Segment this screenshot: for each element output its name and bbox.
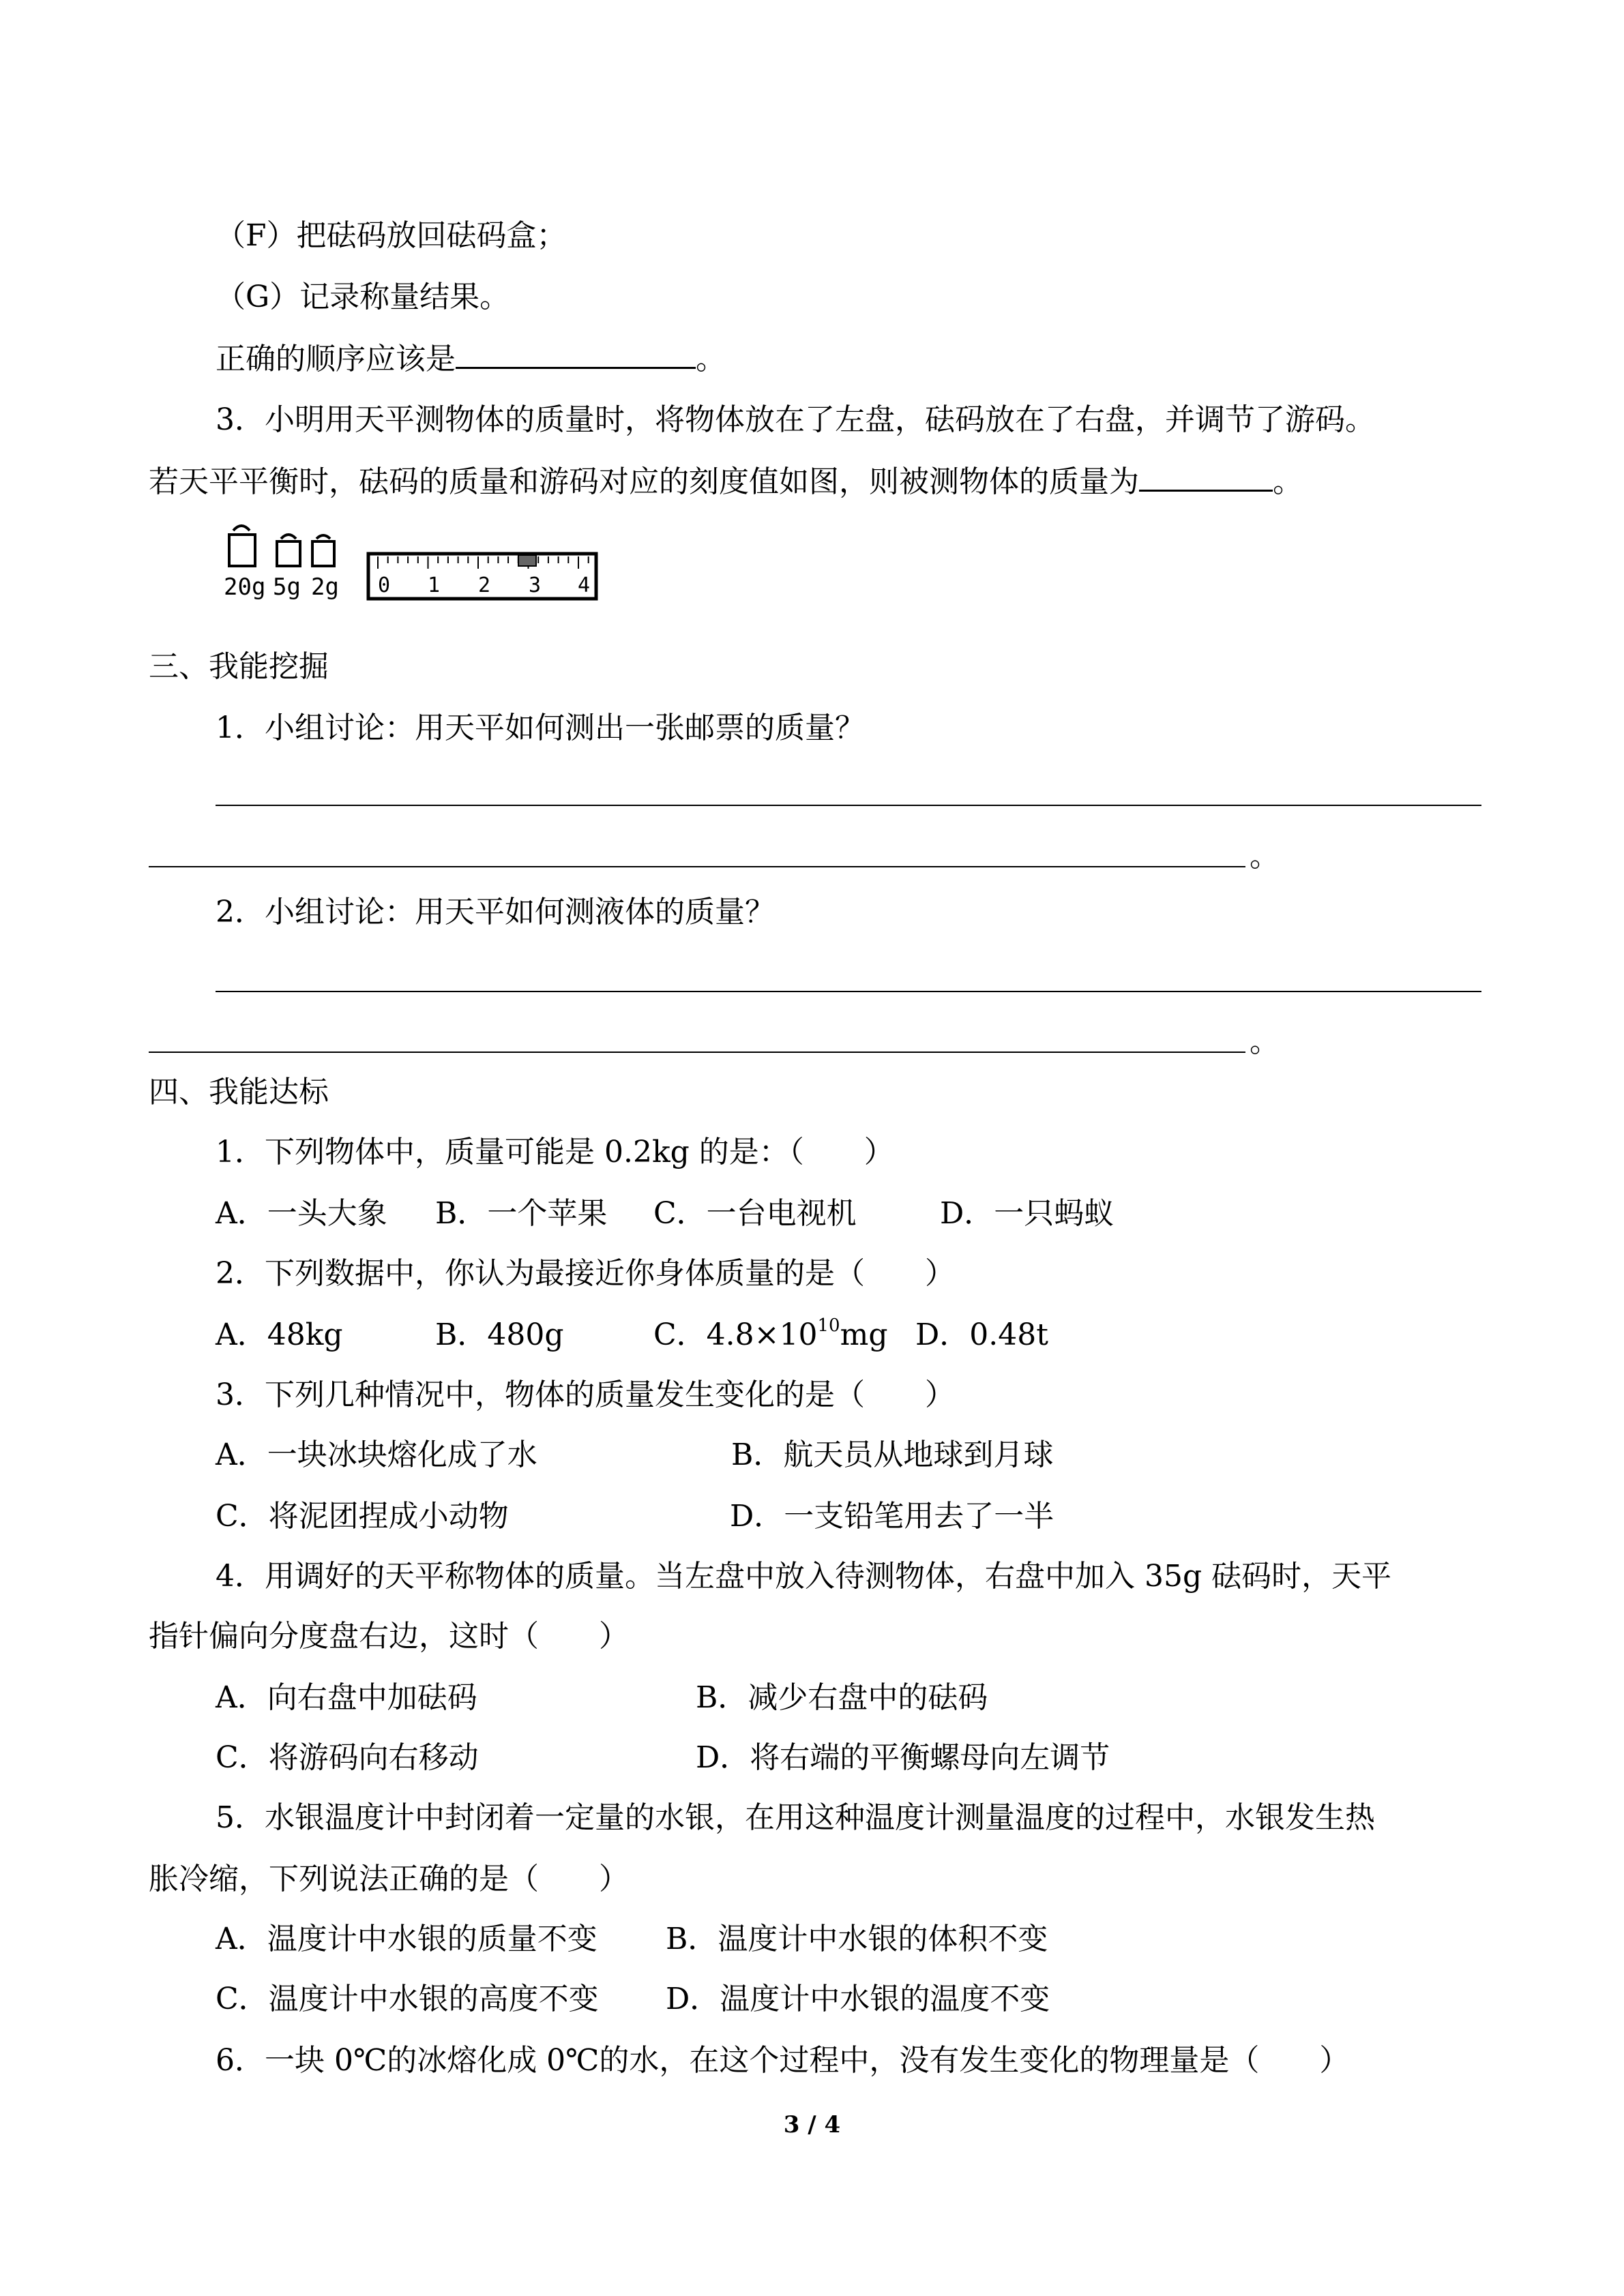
- sec4-q2-option-d: D．0.48t: [915, 1317, 1048, 1352]
- section-3-heading: 三、我能挖掘: [149, 649, 329, 684]
- sec4-q2-option-a: A．48kg: [216, 1317, 343, 1352]
- sec4-q3-option-a: A．一块冰块熔化成了水: [216, 1437, 537, 1472]
- scale-tick-label: 4: [578, 573, 591, 597]
- sec4-q2-option-b: B．480g: [435, 1317, 564, 1352]
- q2-c-exponent: 10: [817, 1315, 840, 1337]
- answer-line[interactable]: [149, 866, 1245, 867]
- sec4-q4-line1: 4．用调好的天平称物体的质量。当左盘中放入待测物体，右盘中加入 35g 砝码时，天平: [216, 1559, 1392, 1594]
- sec4-q3-option-b: B．航天员从地球到月球: [731, 1437, 1054, 1472]
- rider-scale: [368, 554, 596, 599]
- weight-label: 2g: [311, 573, 339, 601]
- sec4-q1-option-a: A．一头大象: [216, 1196, 387, 1231]
- order-suffix: 。: [696, 342, 726, 376]
- order-line: [216, 340, 726, 378]
- sec4-q1: 1．下列物体中，质量可能是 0.2kg 的是：（ ）: [216, 1135, 894, 1169]
- sec3-q2: 2．小组讨论：用天平如何测液体的质量？: [216, 895, 775, 929]
- sec4-q3-option-d: D．一支铅笔用去了一半: [730, 1499, 1054, 1534]
- rider-marker: [518, 555, 536, 566]
- scale-tick-label: 0: [378, 573, 391, 597]
- sec4-q2: 2．下列数据中，你认为最接近你身体质量的是（ ）: [216, 1256, 955, 1291]
- q3-line2-suffix: 。: [1273, 464, 1303, 499]
- weight-label: 20g: [224, 573, 266, 601]
- order-prefix: 正确的顺序应该是: [216, 342, 456, 376]
- sec3-q1: 1．小组讨论：用天平如何测出一张邮票的质量？: [216, 711, 865, 745]
- weights-and-scale-figure: [224, 518, 606, 607]
- section-4-heading: 四、我能达标: [149, 1075, 329, 1109]
- step-g: （G）记录称量结果。: [216, 280, 510, 314]
- sec4-q3-option-c: C．将泥团捏成小动物: [216, 1499, 509, 1534]
- sec4-q4-option-d: D．将右端的平衡螺母向左调节: [696, 1740, 1110, 1775]
- sec4-q5-option-c: C．温度计中水银的高度不变: [216, 1982, 599, 2016]
- sec4-q1-option-d: D．一只蚂蚁: [940, 1196, 1114, 1231]
- answer-line[interactable]: [149, 1052, 1245, 1053]
- weight-20g-icon: [229, 526, 255, 566]
- sec4-q3: 3．下列几种情况中，物体的质量发生变化的是（ ）: [216, 1377, 955, 1412]
- sec4-q5-option-a: A．温度计中水银的质量不变: [216, 1922, 597, 1956]
- sec4-q5-option-b: B．温度计中水银的体积不变: [666, 1922, 1048, 1956]
- scale-tick-label: 1: [428, 573, 441, 597]
- sec4-q5-line1: 5．水银温度计中封闭着一定量的水银，在用这种温度计测量温度的过程中，水银发生热: [216, 1800, 1375, 1835]
- step-f: （F）把砝码放回砝码盒；: [216, 218, 567, 253]
- answer-line[interactable]: [216, 991, 1481, 992]
- sec4-q1-option-c: C．一台电视机: [653, 1196, 857, 1231]
- sec4-q6: 6．一块 0℃的冰熔化成 0℃的水，在这个过程中，没有发生变化的物理量是（ ）: [216, 2043, 1350, 2078]
- sec4-q1-option-b: B．一个苹果: [435, 1196, 608, 1231]
- weight-label: 5g: [273, 573, 301, 601]
- q2-c-unit: mg: [840, 1317, 888, 1352]
- sec3-q2-end: 。: [1250, 1024, 1280, 1059]
- sec4-q4-option-b: B．减少右盘中的砝码: [696, 1680, 988, 1715]
- mass-answer-blank[interactable]: [1139, 462, 1273, 492]
- sec4-q4-option-c: C．将游码向右移动: [216, 1740, 479, 1775]
- scale-tick-label: 3: [529, 573, 542, 597]
- sec4-q2-option-c: [653, 1316, 887, 1354]
- sec4-q5-option-d: D．温度计中水银的温度不变: [666, 1982, 1050, 2016]
- sec4-q5-line2: 胀冷缩，下列说法正确的是（ ）: [149, 1862, 629, 1896]
- sec4-q4-line2: 指针偏向分度盘右边，这时（ ）: [149, 1619, 629, 1654]
- weight-2g-icon: [312, 535, 334, 566]
- weight-5g-icon: [277, 535, 300, 566]
- q2-c-base: C．4.8×10: [653, 1317, 818, 1352]
- sec4-q4-option-a: A．向右盘中加砝码: [216, 1680, 477, 1715]
- scale-tick-label: 2: [478, 573, 491, 597]
- q3-line2: [149, 462, 1303, 501]
- q3-line2-prefix: 若天平平衡时，砝码的质量和游码对应的刻度值如图，则被测物体的质量为: [149, 464, 1139, 499]
- page-number: 3 / 4: [783, 2111, 841, 2138]
- sec3-q1-end: 。: [1250, 839, 1280, 874]
- q3-line1: 3．小明用天平测物体的质量时，将物体放在了左盘，砝码放在了右盘，并调节了游码。: [216, 402, 1375, 437]
- answer-line[interactable]: [216, 805, 1481, 806]
- order-answer-blank[interactable]: [456, 340, 696, 369]
